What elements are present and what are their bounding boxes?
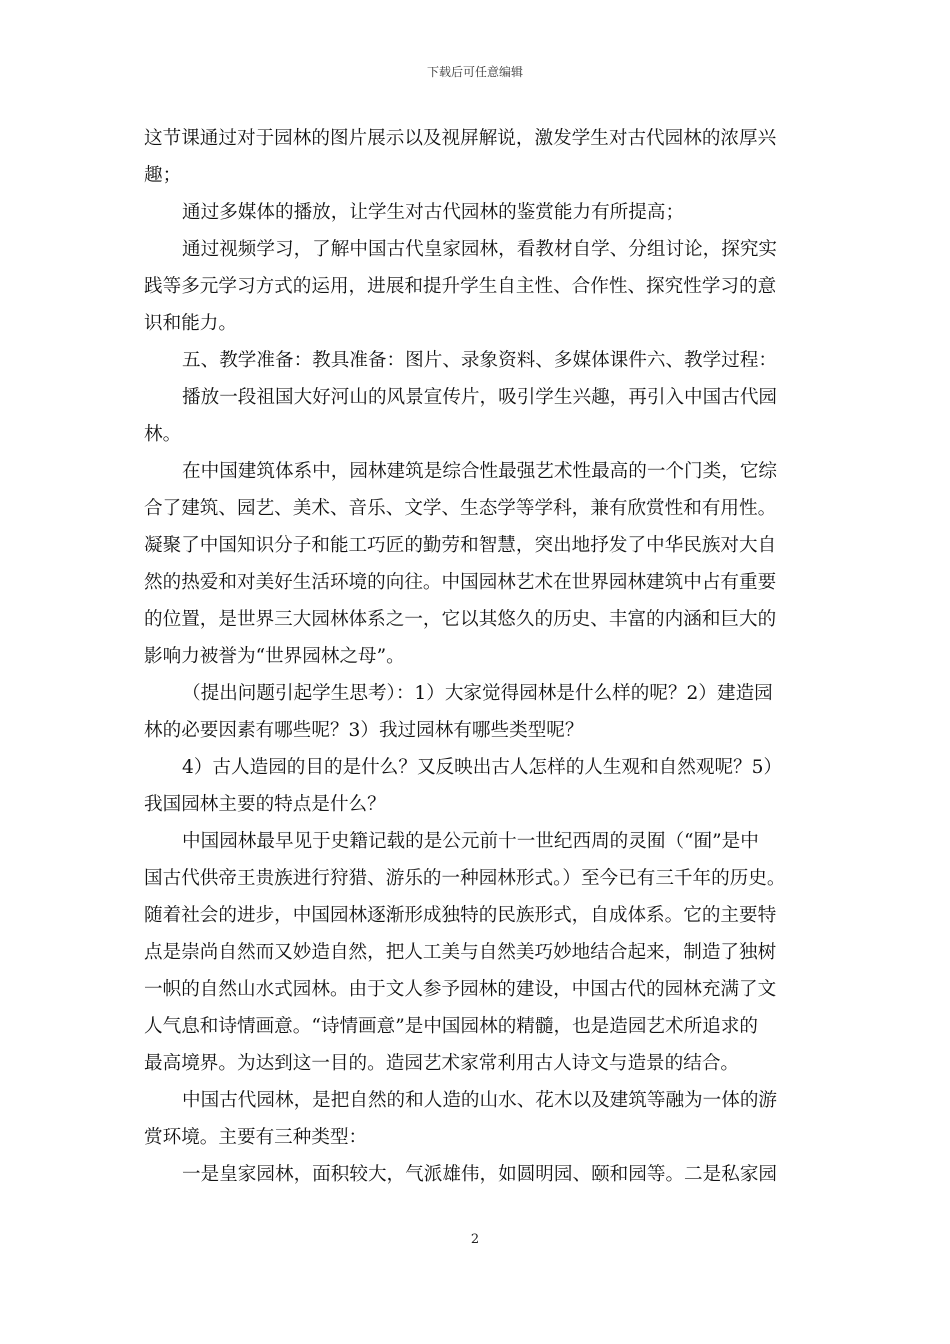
- text-line: （提出问题引起学生思考）：1）大家觉得园林是什么样的呢？2）建造园: [182, 683, 773, 704]
- text-line: 这节课通过对于园林的图片展示以及视屏解说，激发学生对古代园林的浓厚兴: [144, 128, 777, 149]
- text-line: 播放一段祖国大好河山的风景宣传片，吸引学生兴趣，再引入中国古代园: [182, 387, 778, 408]
- text-line: 一是皇家园林，面积较大，气派雄伟，如圆明园、颐和园等。二是私家园: [182, 1164, 778, 1185]
- text-line: 通过多媒体的播放，让学生对古代园林的鉴赏能力有所提高；: [182, 202, 685, 223]
- document-body: [144, 120, 812, 1193]
- text-line: 通过视频学习，了解中国古代皇家园林，看教材自学、分组讨论，探究实: [182, 239, 778, 260]
- text-line: 识和能力。: [144, 313, 237, 334]
- text-line: 中国古代园林，是把自然的和人造的山水、花木以及建筑等融为一体的游: [182, 1090, 778, 1111]
- text-line: 我国园林主要的特点是什么？: [144, 794, 386, 815]
- text-line: 林的必要因素有哪些呢？3）我过园林有哪些类型呢？: [144, 720, 584, 741]
- page-header: 下载后可任意编辑: [426, 65, 523, 79]
- text-line: 五、教学准备：教具准备：图片、录象资料、多媒体课件六、教学过程：: [182, 350, 778, 371]
- text-line: 在中国建筑体系中，园林建筑是综合性最强艺术性最高的一个门类，它综: [182, 461, 778, 482]
- text-line: 凝聚了中国知识分子和能工巧匠的勤劳和智慧，突出地抒发了中华民族对大自: [144, 535, 777, 556]
- text-line: 人气息和诗情画意。“诗情画意”是中国园林的精髓，也是造园艺术所追求的: [144, 1016, 759, 1037]
- text-line: 赏环境。主要有三种类型：: [144, 1127, 368, 1148]
- text-line: 随着社会的进步，中国园林逐渐形成独特的民族形式，自成体系。它的主要特: [144, 905, 777, 926]
- text-line: 中国园林最早见于史籍记载的是公元前十一世纪西周的灵囿（“囿”是中: [182, 831, 759, 852]
- text-line: 林。: [144, 424, 182, 445]
- text-line: 趣；: [144, 165, 182, 186]
- page-number: 2: [470, 1232, 480, 1247]
- text-line: 国古代供帝王贵族进行狩猎、游乐的一种园林形式。）至今已有三千年的历史。: [144, 868, 786, 889]
- text-line: 最高境界。为达到这一目的。造园艺术家常利用古人诗文与造景的结合。: [144, 1053, 740, 1074]
- text-line: 的位置，是世界三大园林体系之一，它以其悠久的历史、丰富的内涵和巨大的: [144, 609, 777, 630]
- text-line: 点是崇尚自然而又妙造自然，把人工美与自然美巧妙地结合起来，制造了独树: [144, 942, 777, 963]
- text-line: 影响力被誉为“世界园林之母”。: [144, 646, 405, 667]
- text-line: 一帜的自然山水式园林。由于文人参予园林的建设，中国古代的园林充满了文: [144, 979, 777, 1000]
- text-line: 然的热爱和对美好生活环境的向往。中国园林艺术在世界园林建筑中占有重要: [144, 572, 777, 593]
- text-line: 4）古人造园的目的是什么？又反映出古人怎样的人生观和自然观呢？5）: [182, 757, 783, 778]
- text-line: 践等多元学习方式的运用，进展和提升学生自主性、合作性、探究性学习的意: [144, 276, 777, 297]
- text-line: 合了建筑、园艺、美术、音乐、文学、生态学等学科，兼有欣赏性和有用性。: [144, 498, 777, 519]
